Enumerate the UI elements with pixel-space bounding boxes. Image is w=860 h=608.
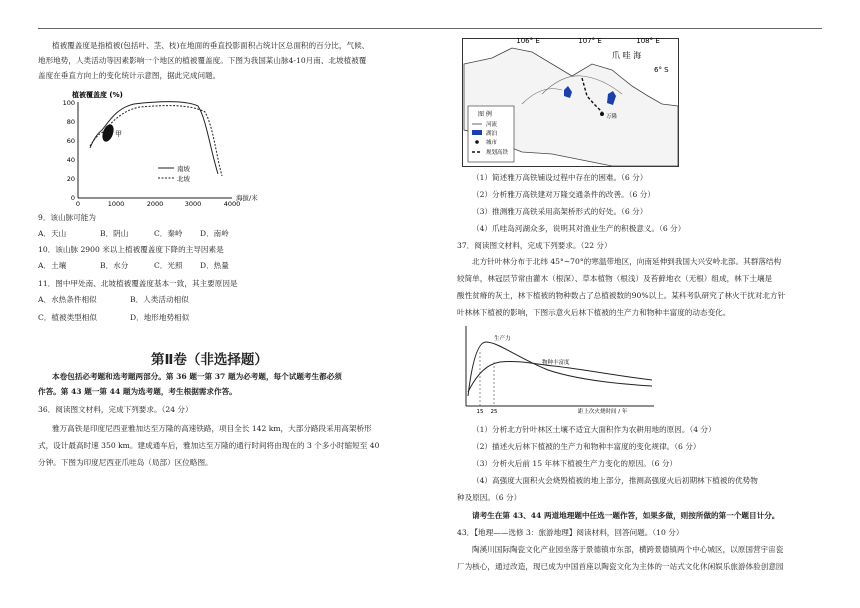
q10-option-c: C．光照 — [154, 261, 183, 270]
q37-text-3: 酸性贫瘠的灰土，林下植被的物种数占了总植被数的90%以上。某科考队研究了林火干扰对北方针 — [457, 291, 786, 300]
chart1-ytick: 0 — [70, 194, 75, 202]
species-richness-line — [468, 361, 652, 392]
q9-option-c: C．秦岭 — [154, 229, 183, 238]
q37-part-4-cont: 种及原因。（6 分） — [457, 493, 522, 502]
chart2-xtick: 25 — [490, 409, 498, 415]
q37-text-4: 叶林林下植被的影响，下图示意火后林下植被的生产力和物种丰富度的动态变化。 — [457, 308, 731, 317]
jia-marker — [100, 123, 116, 143]
chart1-ytick: 60 — [66, 137, 75, 145]
intro-line-2: 地形地势，人类活动等因素影响一个地区的植被覆盖度。下图为我国某山脉4-10月南、北坡植被覆 — [38, 56, 367, 65]
legend-lake-swatch — [472, 130, 482, 135]
q37-part-1: （1）分析北方针叶林区土壤不适宜大面积作为农耕用地的原因。（4 分） — [472, 425, 716, 434]
jia-label: 甲 — [115, 130, 122, 138]
q10-option-d: D．热量 — [200, 261, 229, 270]
q37-text-2: 较简单，林冠层节常由灌木（根深）、草本植物（根浅）及苔藓地衣（无根）组成，林下土壤是 — [457, 274, 773, 283]
legend-lake: 湖泊 — [486, 131, 498, 137]
legend-title: 图 例 — [478, 111, 492, 118]
lat-6s: 6° S — [654, 66, 669, 74]
q36-text-2: 式，设计最高时速 350 km。建成通车后，雅加达至万隆的通行时间将由现在的 3 个多小时缩短至 40 — [38, 441, 380, 450]
legend-north-label: 北坡 — [177, 175, 190, 183]
header-rule — [38, 28, 822, 29]
chart1-xtick: 4000 — [223, 200, 241, 206]
series-productivity-label: 生产力 — [494, 336, 511, 342]
chart1-ytick: 80 — [66, 118, 75, 126]
lon-108: 108° E — [636, 37, 660, 45]
chart1-xtick: 1000 — [107, 200, 125, 206]
q37-part-2: （2）描述火后林下植被的生产力和物种丰富度的变化规律。（6 分） — [472, 442, 701, 451]
series-richness-label: 物种丰富度 — [542, 360, 570, 366]
chart1-xtick: 2000 — [146, 200, 164, 206]
q37-part-3: （3）分析火后前 15 年林下植被生产力变化的原因。（6 分） — [472, 459, 678, 468]
chart1-xtick: 3000 — [184, 200, 202, 206]
lon-106: 106° E — [516, 37, 540, 45]
q36: 36．阅读图文材料，完成下列要求。（24 分） — [38, 405, 193, 414]
q9-option-b: B．阴山 — [100, 229, 129, 238]
legend-railway: 规划高铁 — [486, 150, 509, 156]
q37-text-1: 北方针叶林分布于北纬 45°~70°的寒温带地区，向南延伸到我国大兴安岭北部。其群落结构 — [472, 257, 782, 266]
q11-option-d: D．地形地势相似 — [130, 313, 190, 322]
java-sea-label: 爪 哇 海 — [612, 51, 642, 60]
q36-part-3: （3）推测雅万高铁采用高架桥形式的好处。（6 分） — [472, 207, 648, 216]
chart1-ytick: 40 — [66, 156, 75, 164]
productivity-line — [468, 342, 652, 396]
fire-recovery-chart — [458, 322, 658, 418]
section-title: 第Ⅱ卷（非选择题） — [151, 352, 268, 368]
q36-part-1: （1）简述雅万高铁铺设过程中存在的困难。（6 分） — [472, 173, 648, 182]
legend-south-label: 南坡 — [177, 165, 190, 173]
legend-river: 河流 — [486, 122, 498, 128]
chart1-ylabel: 植被覆盖度 (%) — [72, 91, 123, 99]
q10-option-a: A．土壤 — [38, 261, 67, 270]
chart1-ytick: 100 — [62, 99, 75, 107]
chart2-xtick: 15 — [476, 409, 484, 415]
q10: 10．该山脉 2900 米以上植被覆盖度下降的主导因素是 — [38, 245, 224, 254]
q43-text-2: 厂为核心，通过改造，现已成为中国首座以陶瓷文化为主体的一站式文化休闲娱乐旅游体验创意园 — [457, 562, 784, 571]
q36-part-2: （2）分析雅万高铁建对万隆交通条件的改善。（6 分） — [472, 190, 655, 199]
java-map — [462, 34, 680, 168]
section-note-1: 本卷包括必考题和选考题两部分。第 36 题一第 37 题为必考题，每个试题考生都必须 — [52, 372, 342, 381]
chart1-xlabel: 海拔/米 — [236, 194, 258, 202]
q11-option-a: A．水热条件相似 — [38, 295, 97, 304]
q9-option-a: A．天山 — [38, 229, 67, 238]
chart2-xlabel: 距上次火烧时间 / 年 — [578, 409, 628, 415]
q10-option-b: B．水分 — [100, 261, 129, 270]
q37-part-4: （4）高强度大面积火会烧毁植被的地上部分，推测高强度火后初期林下植被的优势物 — [472, 476, 758, 485]
q36-part-4: （4）爪哇岛河湖众多，说明其对渔业生产的积极意义。（6 分） — [472, 224, 686, 233]
q37: 37．阅读图文材料，完成下列要求。（22 分） — [457, 241, 612, 250]
q11: 11．图中甲处南、北坡植被覆盖度基本一致，其主要原因是 — [38, 279, 238, 288]
q36-text-1: 雅万高铁是印度尼西亚雅加达至万隆的高速铁路，项目全长 142 km，大部分路段采用高架桥形 — [52, 424, 372, 433]
intro-line-1: 植被覆盖度是指植被(包括叶、茎、枝)在地面的垂直投影面积占统计区总面积的百分比，气候、 — [52, 41, 370, 50]
q9: 9．该山脉可能为 — [38, 213, 96, 222]
bandung-dot — [600, 112, 604, 116]
legend-city: 城市 — [486, 140, 498, 146]
select-note: 请考生在第 43、44 两道地理题中任选一题作答，如果多做，则按所做的第一个题目计分。 — [472, 511, 780, 520]
q36-text-3: 分钟。下图为印度尼西亚爪哇岛（局部）区位略图。 — [38, 458, 213, 467]
q43-text-1: 陶溪川国际陶瓷文化产业园坐落于景德镇市东部，横跨景德镇两个中心城区，以原国营宇宙瓷 — [472, 545, 784, 554]
q43: 43．【地理——选修 3：旅游地理】阅读材料，回答问题。（10 分） — [457, 528, 684, 537]
chart1-ytick: 20 — [66, 175, 75, 183]
q11-option-b: B．人类活动相似 — [130, 295, 189, 304]
section-note-2: 作答。第 43 题一第 44 题为选考题，考生根据需求作答。 — [38, 387, 237, 396]
legend-city-swatch — [475, 140, 479, 144]
intro-line-3: 盖度在垂直方向上的变化统计示意图，据此完成问题。 — [38, 71, 221, 80]
chart1-xtick: 0 — [75, 200, 81, 206]
q9-option-d: D．南岭 — [200, 229, 229, 238]
vegetation-coverage-chart — [50, 88, 260, 206]
lon-107: 107° E — [578, 37, 602, 45]
city-label: 万隆 — [606, 114, 618, 120]
q11-option-c: C．植被类型相似 — [38, 313, 97, 322]
